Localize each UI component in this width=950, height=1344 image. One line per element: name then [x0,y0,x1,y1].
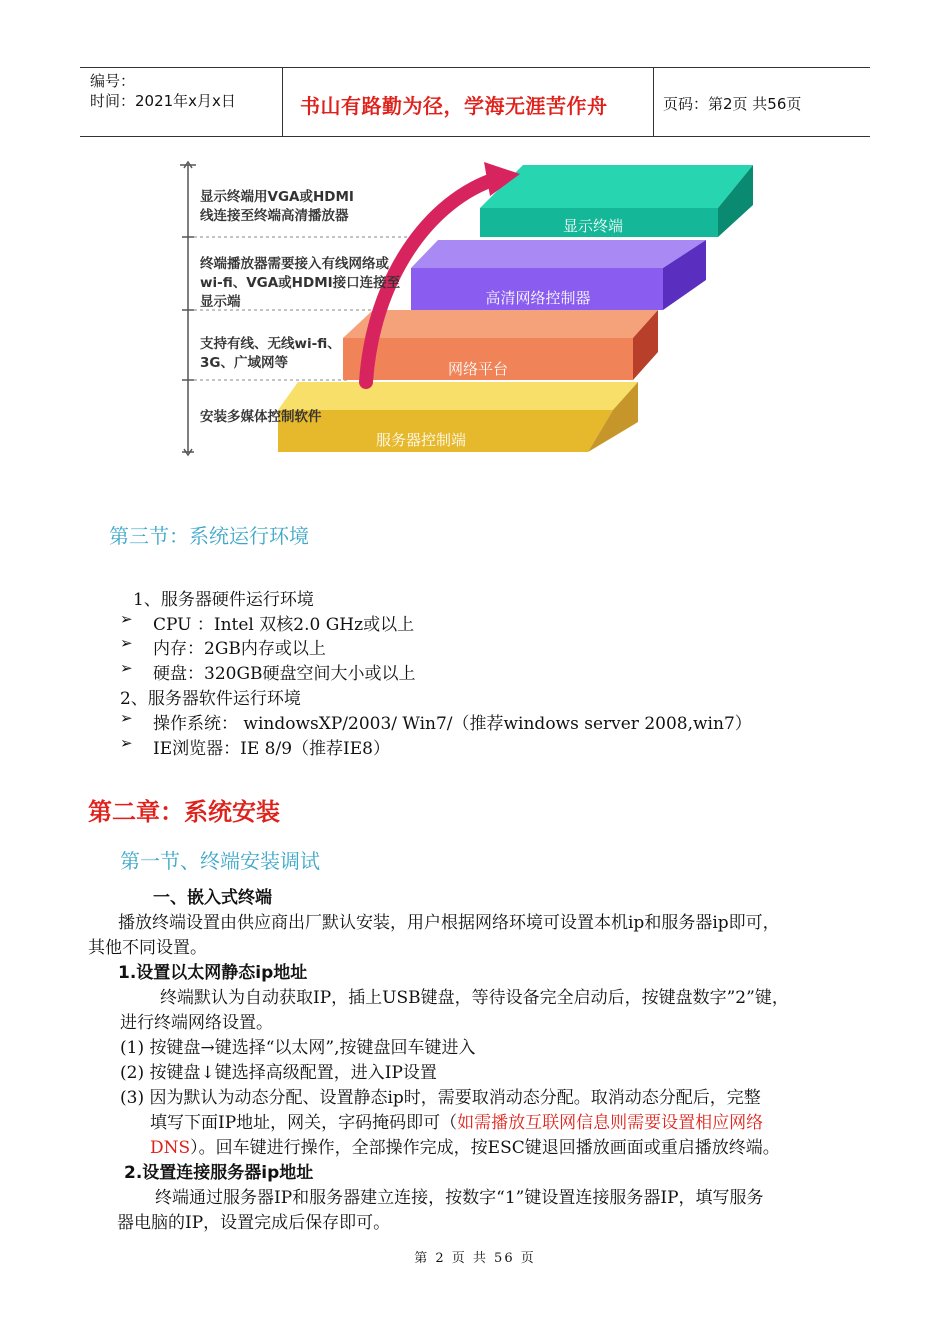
hw-title: 1、服务器硬件运行环境 [133,590,314,610]
chapter-title: 第二章：系统安装 [88,798,280,826]
step-line: (2) 按键盘↓键选择高级配置，进入IP设置 [120,1063,437,1083]
paragraph-line: 终端默认为自动获取IP，插上USB键盘，等待设备完全启动后，按键盘数字”2”键， [160,988,789,1008]
paragraph-line: 进行终端网络设置。 [120,1013,273,1033]
bullet-icon: ➢ [120,610,133,628]
step-label-controller: 高清网络控制器 [485,289,591,307]
left-label-2b: wi-fi、VGA或HDMI接口连接至 [200,275,401,291]
left-label-4a: 安装多媒体控制软件 [200,409,322,425]
dns-note-end: DNS [150,1138,191,1158]
sw-title: 2、服务器软件运行环境 [120,689,301,709]
paragraph-line: 其他不同设置。 [88,938,207,958]
section-title-install: 第一节、终端安装调试 [120,849,320,873]
bullet-icon: ➢ [120,634,133,652]
number-label: 编号： [90,72,136,90]
system-architecture-diagram [178,160,758,458]
left-label-2c: 显示端 [200,294,241,310]
page-footer: 第 2 页 共 56 页 [414,1251,536,1266]
left-label-1a: 显示终端用VGA或HDMI [200,189,354,205]
motto: 书山有路勤为径，学海无涯苦作舟 [300,94,608,118]
step-line [150,1133,780,1158]
step-line: (1) 按键盘→键选择“以太网”,按键盘回车键进入 [120,1038,476,1058]
step-line [150,1108,763,1133]
subsection-title: 一、嵌入式终端 [153,888,272,908]
bullet-icon: ➢ [120,734,133,752]
paragraph-line: 终端通过服务器IP和服务器建立连接，按数字“1”键设置连接服务器IP，填写服务 [155,1188,764,1208]
header-cell-info [80,68,283,136]
list-item: 硬盘：320GB硬盘空间大小或以上 [153,664,416,684]
heading-static-ip: 1.设置以太网静态ip地址 [118,963,308,983]
paragraph-line: 播放终端设置由供应商出厂默认安装，用户根据网络环境可设置本机ip和服务器ip即可， [118,913,780,933]
left-label-3a: 支持有线、无线wi-fi、 [200,336,341,352]
header-cell-page [653,68,870,136]
diagram-axis [180,162,196,455]
step-label-display: 显示终端 [562,217,624,235]
page-label: 页码：第2页 共56页 [663,95,802,113]
page-header [80,67,870,137]
header-cell-motto [282,68,654,136]
list-item: 内存：2GB内存或以上 [153,639,326,659]
date-label: 时间：2021年x月x日 [90,92,236,110]
paragraph-line: 器电脑的IP，设置完成后保存即可。 [117,1213,391,1233]
list-item: CPU ：Intel 双核2.0 GHz或以上 [153,615,415,635]
left-label-2a: 终端播放器需要接入有线网络或 [200,256,389,272]
left-label-1b: 线连接至终端高清播放器 [200,208,349,224]
left-label-3b: 3G、广域网等 [200,355,288,371]
step-text: ）。回车键进行操作，全部操作完成，按ESC键退回播放画面或重启播放终端。 [190,1138,780,1158]
section-title-runtime: 第三节：系统运行环境 [109,524,309,548]
bullet-icon: ➢ [120,709,133,727]
step-line: (3) 因为默认为动态分配、设置静态ip时，需要取消动态分配。取消动态分配后，完整 [120,1088,761,1108]
step-label-server: 服务器控制端 [375,431,467,449]
heading-server-ip: 2.设置连接服务器ip地址 [124,1163,314,1183]
list-item: 操作系统： windowsXP/2003/ Win7/（推荐windows server 2008,win7） [153,714,752,734]
dns-note: 如需播放互联网信息则需要设置相应网络 [457,1113,764,1133]
step-text: 填写下面IP地址，网关，字码掩码即可（ [150,1113,458,1133]
list-item: IE浏览器：IE 8/9（推荐IE8） [153,739,390,759]
step-label-network: 网络平台 [447,360,509,378]
bullet-icon: ➢ [120,659,133,677]
